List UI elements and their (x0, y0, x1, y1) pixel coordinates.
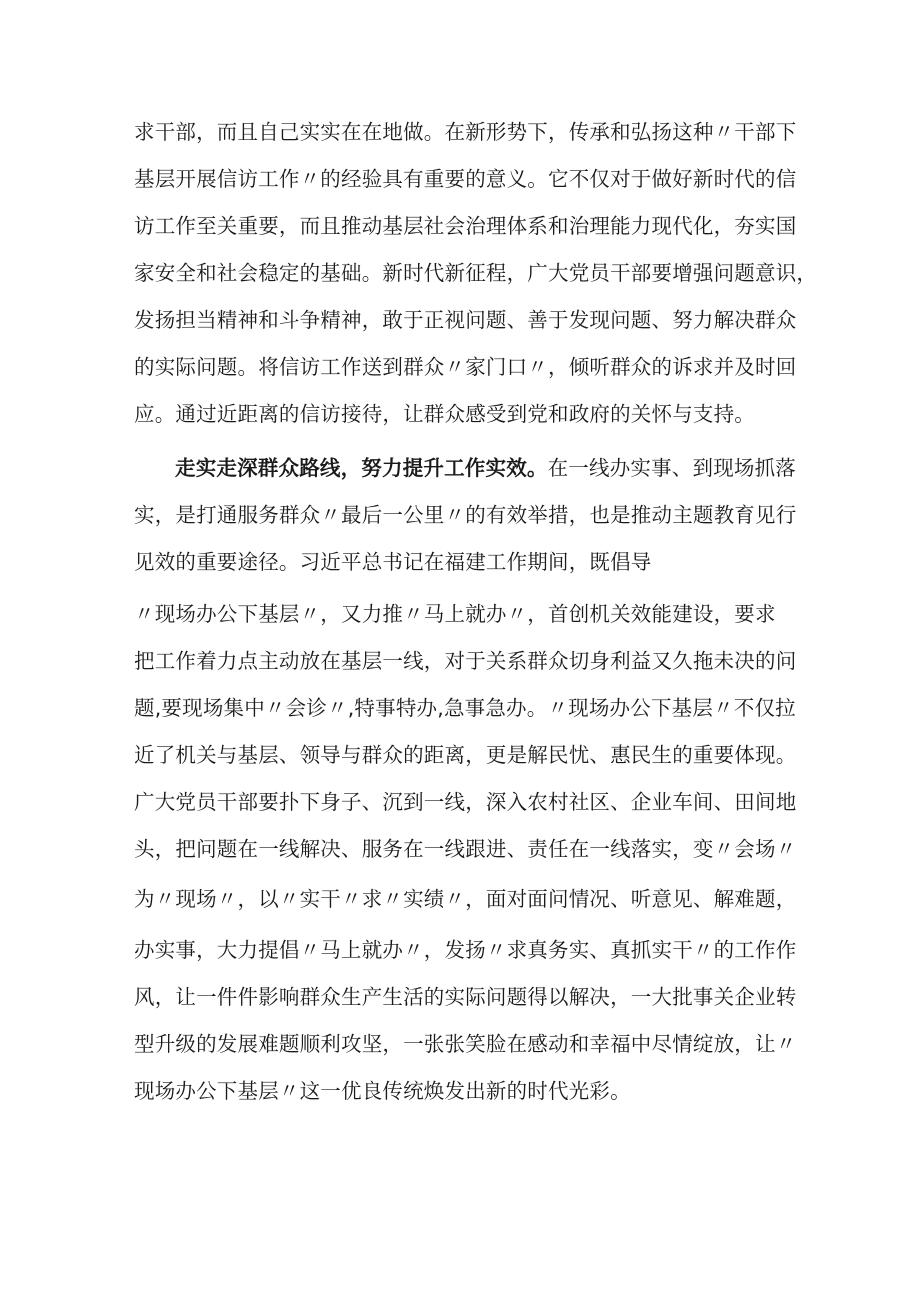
text-line: 求干部，而且自己实实在在地做。在新形势下，传承和弘扬这种〃干部下 (134, 120, 797, 144)
text-line: 实，是打通服务群众〃最后一公里〃的有效举措，也是推动主题教育见行 (134, 503, 797, 527)
text-line: 现场办公下基层〃这一优良传统焕发出新的时代光彩。 (134, 1079, 631, 1103)
paragraph-first-line (175, 448, 795, 488)
text-line: 家安全和社会稳定的基础。新时代新征程，广大党员干部要增强问题意识， (134, 261, 818, 285)
text-line: 基层开展信访工作〃的经验具有重要的意义。它不仅对于做好新时代的信 (134, 167, 797, 191)
text-line: 广大党员干部要扑下身子、沉到一线，深入农村社区、企业车间、田间地 (134, 790, 797, 814)
text-line: 应。通过近距离的信访接待，让群众感受到党和政府的关怀与支持。 (134, 402, 755, 426)
text-line: 发扬担当精神和斗争精神，敢于正视问题、善于发现问题、努力解决群众 (134, 308, 797, 332)
text-line: 为〃现场〃，以〃实干〃求〃实绩〃，面对面问情况、听意见、解难题， (134, 887, 797, 911)
text-line: 访工作至关重要，而且推动基层社会治理体系和治理能力现代化，夯实国 (134, 214, 797, 238)
paragraph-heading: 走实走深群众路线，努力提升工作实效。 (175, 456, 548, 480)
text-line: 近了机关与基层、领导与群众的距离，更是解民忧、惠民生的重要体现。 (134, 743, 797, 767)
text-line: 头，把问题在一线解决、服务在一线跟进、责任在一线落实，变〃会场〃 (134, 837, 797, 861)
text-line: 的实际问题。将信访工作送到群众〃家门口〃，倾听群众的诉求并及时回 (134, 355, 797, 379)
text-line: 风，让一件件影响群众生产生活的实际问题得以解决，一大批事关企业转 (134, 985, 797, 1009)
text-line: 把工作着力点主动放在基层一线，对于关系群众切身利益又久拖未决的问 (134, 649, 797, 673)
text-line: 题,要现场集中〃会诊〃,特事特办,急事急办。〃现场办公下基层〃不仅拉 (134, 696, 796, 720)
text-line: 〃现场办公下基层〃，又力推〃马上就办〃，首创机关效能建设，要求 (134, 602, 776, 626)
text-line: 办实事，大力提倡〃马上就办〃，发扬〃求真务实、真抓实干〃的工作作 (134, 938, 797, 962)
paragraph-first-line-text: 在一线办实事、到现场抓落 (547, 456, 797, 480)
text-line: 型升级的发展难题顺利攻坚，一张张笑脸在感动和幸福中尽情绽放，让〃 (134, 1032, 797, 1056)
text-line: 见效的重要途径。习近平总书记在福建工作期间，既倡导 (134, 550, 652, 574)
